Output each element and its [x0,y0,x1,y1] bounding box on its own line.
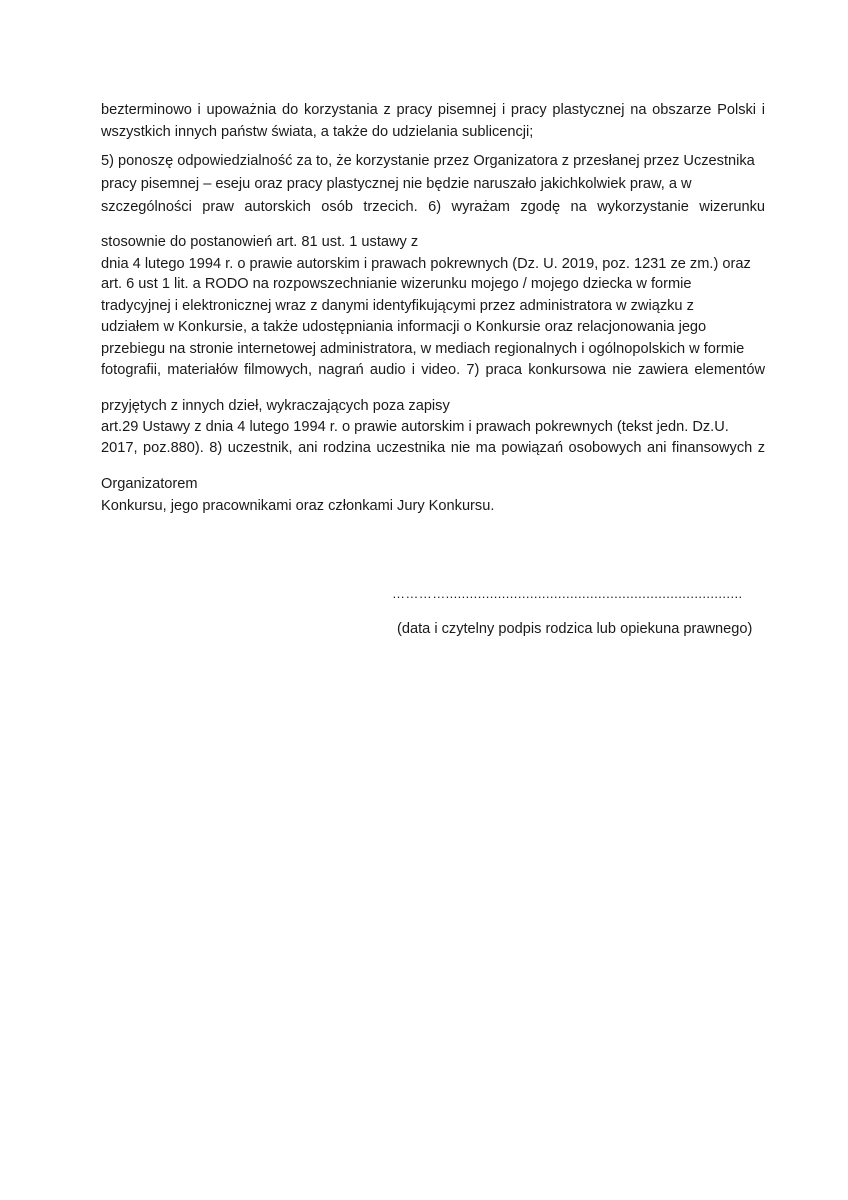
text-line: przyjętych z innych dzieł, wykraczających poza zapisy [101,398,450,414]
signature-caption: (data i czytelny podpis rodzica lub opiekuna prawnego) [397,621,753,637]
text-line: wszystkich innych państw świata, a także do udzielania sublicencji; [101,124,534,140]
text-line: przebiegu na stronie internetowej administratora, w mediach regionalnych i ogólnopolskich w formie [101,341,745,357]
signature-line: ………….......................................................................... [392,586,743,601]
text-line: stosownie do postanowień art. 81 ust. 1 ustawy z [101,234,419,250]
text-line: tradycyjnej i elektronicznej wraz z danymi identyfikującymi przez administratora w związku z [101,298,694,314]
text-line: art. 6 ust 1 lit. a RODO na rozpowszechnianie wizerunku mojego / mojego dziecka w formie [101,276,692,292]
text-line: udziałem w Konkursie, a także udostępniania informacji o Konkursie oraz relacjonowania jego [101,319,707,335]
text-line: Konkursu, jego pracownikami oraz członkami Jury Konkursu. [101,498,495,514]
text-line: szczególności praw autorskich osób trzecich. 6) wyrażam zgodę na wykorzystanie wizerunku [101,199,765,215]
text-line: dnia 4 lutego 1994 r. o prawie autorskim i prawach pokrewnych (Dz. U. 2019, poz. 1231 ze zm.) oraz [101,256,751,272]
text-line: 2017, poz.880). 8) uczestnik, ani rodzina uczestnika nie ma powiązań osobowych ani finansowych z [101,440,765,456]
text-line: fotografii, materiałów filmowych, nagrań audio i video. 7) praca konkursowa nie zawiera elementów [101,362,765,378]
text-line: Organizatorem [101,476,198,492]
text-line: pracy pisemnej – eseju oraz pracy plastycznej nie będzie naruszało jakichkolwiek praw, a w [101,176,692,192]
text-line: bezterminowo i upoważnia do korzystania z pracy pisemnej i pracy plastycznej na obszarze Polski i [101,102,765,118]
text-line: art.29 Ustawy z dnia 4 lutego 1994 r. o prawie autorskim i prawach pokrewnych (tekst jedn. Dz.U. [101,419,729,435]
text-line: 5) ponoszę odpowiedzialność za to, że korzystanie przez Organizatora z przesłanej przez Uczestnika [101,153,755,169]
